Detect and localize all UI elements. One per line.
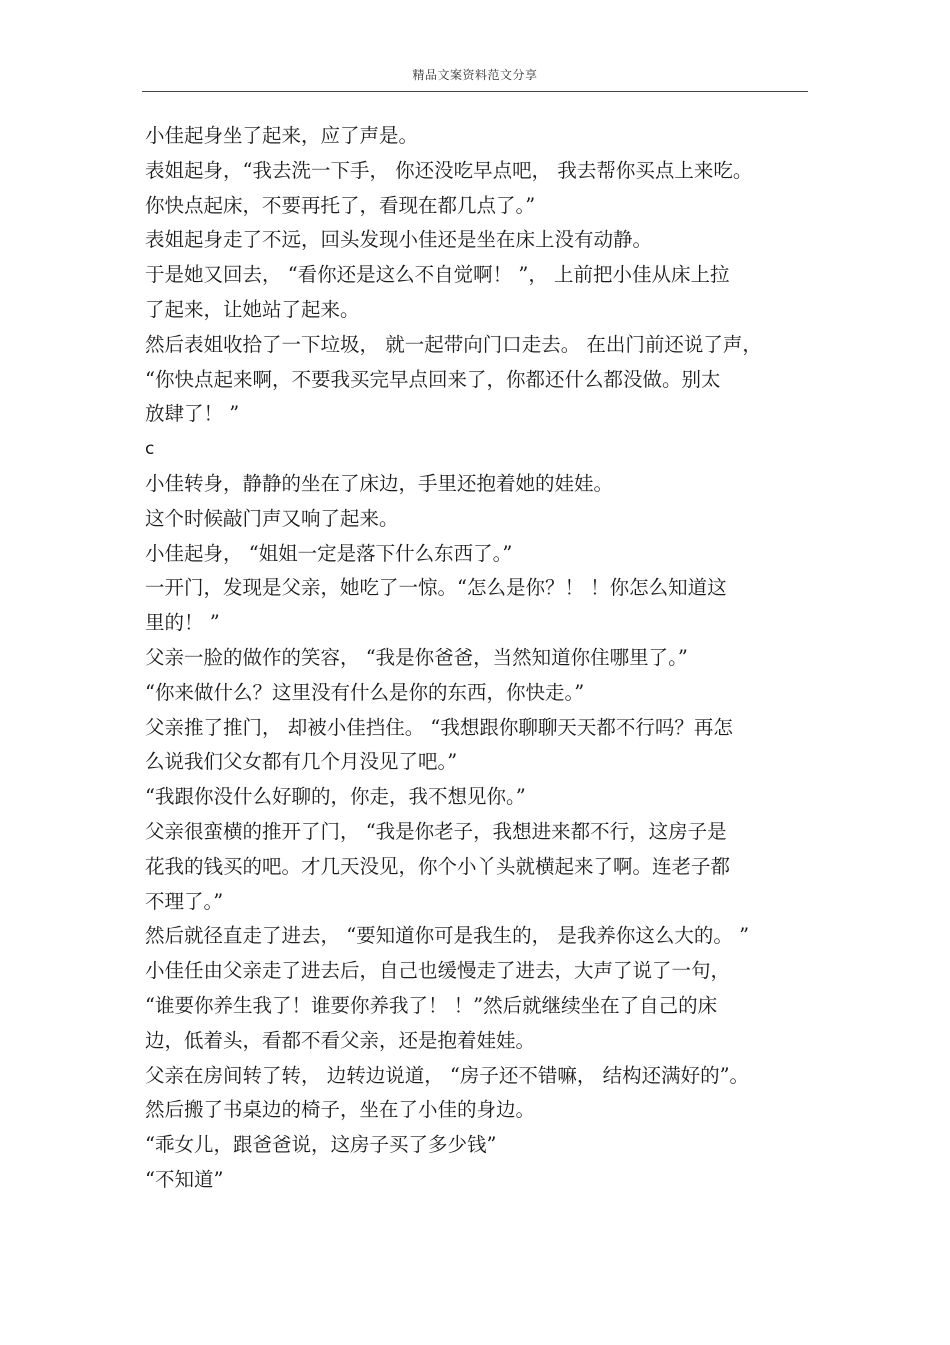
text-line: 父亲很蛮横的推开了门， “我是你老子，我想进来都不行，这房子是 — [145, 819, 727, 843]
page-header: 精品文案资料范文分享 — [412, 68, 538, 82]
text-line: 父亲一脸的做作的笑容， “我是你爸爸，当然知道你住哪里了。” — [145, 645, 688, 669]
text-line: c — [145, 439, 155, 460]
text-line: “你来做什么？这里没有什么是你的东西，你快走。” — [145, 680, 585, 704]
text-line: 不理了。” — [145, 889, 224, 913]
text-line: 你快点起床，不要再托了，看现在都几点了。” — [145, 193, 536, 217]
text-line: “不知道” — [145, 1167, 224, 1191]
text-line: 然后搬了书桌边的椅子，坐在了小佳的身边。 — [145, 1098, 536, 1122]
text-line: 然后表姐收拾了一下垃圾， 就一起带向门口走去。 在出门前还说了声， — [145, 332, 762, 356]
text-line: 么说我们父女都有几个月没见了吧。” — [145, 750, 458, 774]
text-line: 里的！ ” — [145, 611, 220, 635]
text-line: 小佳起身坐了起来，应了声是。 — [145, 124, 419, 147]
text-line: 放肆了！ ” — [145, 402, 240, 426]
text-line: 表姐起身，“我去洗一下手， 你还没吃早点吧， 我去帮你买点上来吃。 — [145, 158, 753, 182]
text-line: “乖女儿，跟爸爸说，这房子买了多少钱” — [145, 1133, 497, 1157]
text-line: 花我的钱买的吧。才几天没见，你个小丫头就横起来了啊。连老子都 — [145, 854, 731, 878]
text-line: “谁要你养生我了！谁要你养我了！ ！”然后就继续坐在了自己的床 — [145, 993, 718, 1017]
text-line: 父亲推了推门， 却被小佳挡住。 “我想跟你聊聊天天都不行吗？再怎 — [145, 715, 733, 739]
text-line: 表姐起身走了不远，回头发现小佳还是坐在床上没有动静。 — [145, 228, 653, 252]
text-line: 小佳起身， “姐姐一定是落下什么东西了。” — [145, 541, 513, 565]
text-line: 边，低着头，看都不看父亲，还是抱着娃娃。 — [145, 1028, 536, 1052]
text-line: 小佳任由父亲走了进去后，自己也缓慢走了进去，大声了说了一句， — [145, 959, 731, 983]
text-line: 了起来，让她站了起来。 — [145, 297, 360, 321]
text-line: “你快点起来啊，不要我买完早点回来了，你都还什么都没做。别太 — [145, 367, 721, 391]
header-divider — [142, 91, 808, 92]
text-line: 一开门，发现是父亲，她吃了一惊。“怎么是你？！ ！你怎么知道这 — [145, 576, 727, 600]
text-line: 这个时候敲门声又响了起来。 — [145, 506, 399, 530]
text-line: 小佳转身，静静的坐在了床边，手里还抱着她的娃娃。 — [145, 471, 614, 495]
document-body — [145, 119, 810, 1198]
text-line: 父亲在房间转了转， 边转边说道， “房子还不错嘛， 结构还满好的”。 — [145, 1063, 750, 1087]
text-line: 然后就径直走了进去， “要知道你可是我生的， 是我养你这么大的。 ” — [145, 924, 750, 948]
text-line: “我跟你没什么好聊的，你走，我不想见你。” — [145, 785, 526, 809]
text-line: 于是她又回去， “看你还是这么不自觉啊！ ”， 上前把小佳从床上拉 — [145, 263, 730, 287]
